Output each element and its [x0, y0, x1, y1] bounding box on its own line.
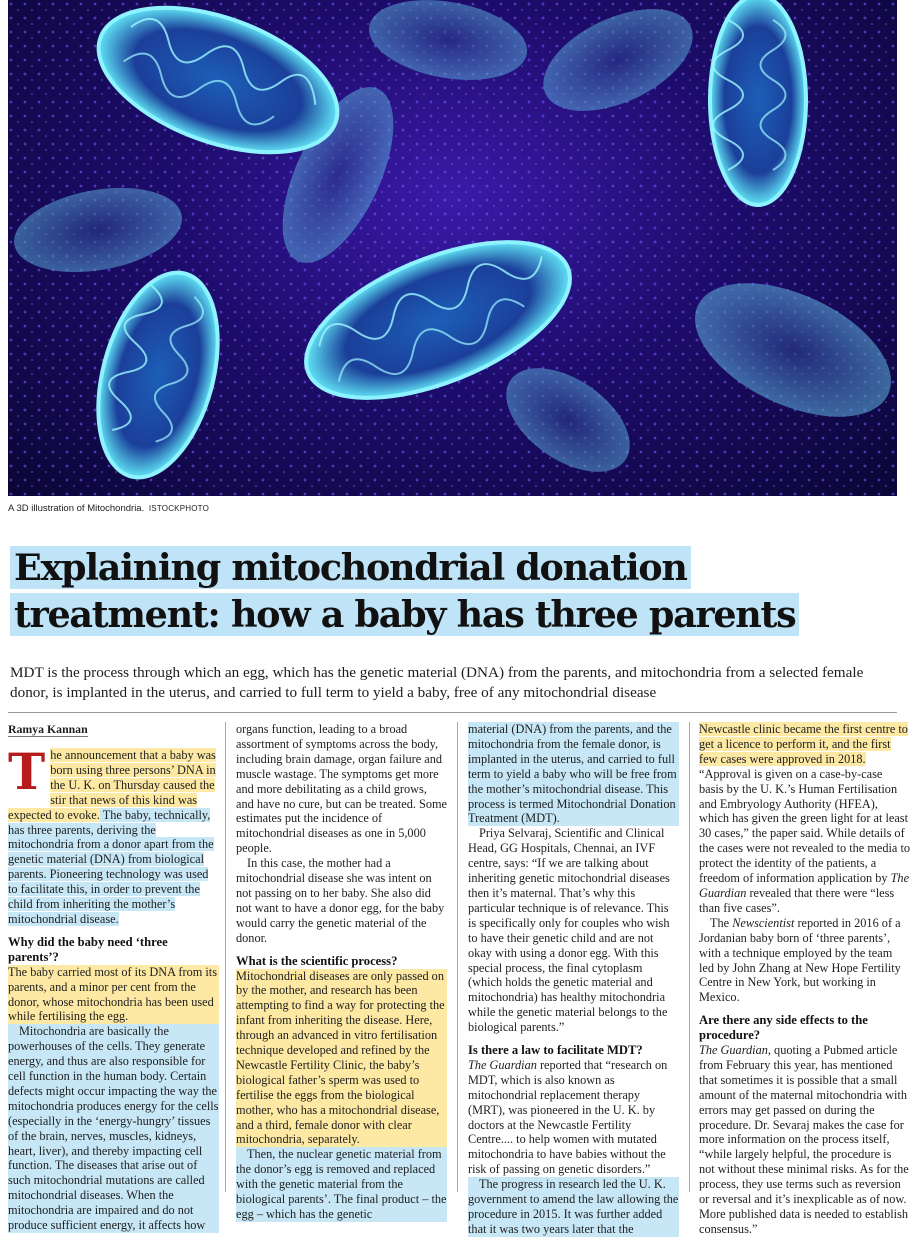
paragraph: Then, the nuclear genetic material from the donor’s egg is removed and replaced with the genetic material from the biological parents’. The final product – the egg – which has the genetic [236, 1147, 447, 1221]
headline-line-2: treatment: how a baby has three parents [10, 593, 799, 636]
section-divider [8, 712, 897, 713]
column-divider [457, 722, 458, 1192]
image-caption: A 3D illustration of Mitochondria. ISTOCKPHOTO [8, 503, 210, 514]
article-column-1 [8, 722, 219, 1233]
article-column-4 [699, 722, 910, 1237]
paragraph: Mitochondrial diseases are only passed on by the mother, and research has been attempting to find a way for protecting the infant from inheriting the disease. Here, through an advanced in vitro fertilisation technique developed and refined by the Newcastle Fertility Clinic, the baby’s biological father’s sperm was used to fertilise the eggs from the biological mother, who has a mitochondrial disease, and a third, female donor with clear mitochondria, separately. [236, 969, 447, 1148]
paragraph: The Guardian reported that “research on MDT, which is also known as mitochondrial replacement therapy (MRT), was pioneered in the U. K. by doctors at the Newcastle Fertility Centre.... to help women with mutated mitochondria to have babies without the risk of passing on genetic disorders.” [468, 1057, 668, 1177]
subheading: What is the scientific process? [236, 953, 398, 968]
paragraph: Priya Selvaraj, Scientific and Clinical Head, GG Hospitals, Chennai, an IVF centre, says: “If we are talking about inheriting genetic mitochondrial diseases then it’s maternal. That’s why this particular technique is of relevance. This is specifically only for couples who wish to have their genetic child and are not okay with using a donor egg. With this special process, the final cytoplasm (which holds the genetic material and mitochondria) has healthy mitochondria while the genetic material belongs to the biological parents.” [468, 826, 670, 1035]
paragraph: Mitochondria are basically the powerhouses of the cells. They generate energy, and thus are also responsible for cell function in the human body. Certain defects might occur impacting the way the mitochondria produces energy for the cells (especially in the ‘energy-hungry’ tissues of the brain, nerves, muscles, kidneys, heart, liver), and thereby impacting cell function. The diseases that arise out of such mitochondrial mutations are called mitochondrial diseases. When the mitochondria are impaired and do not produce sufficient energy, it affects how [8, 1024, 219, 1233]
subheading: Why did the baby need ‘three parents’? [8, 934, 168, 964]
mitochondria-illustration [8, 0, 897, 496]
paragraph: In this case, the mother had a mitochondrial disease she was intent on not passing on to her baby. She also did not want to have a donor egg, for the baby would carry the genetic material of the donor. [236, 856, 445, 945]
paragraph: The Guardian, quoting a Pubmed article from February this year, has mentioned that sometimes it is possible that a small amount of the maternal mitochondria with errors may get passed on during the procedure. Dr. Sevaraj makes the case for more information on the process itself, “while largely helpful, the procedure is not without these minimal risks. As for the process, they use terms such as reversion or reversal and it’s inexplicable as of now. More published data is needed to establish consensus.” [699, 1043, 909, 1236]
standfirst: MDT is the process through which an egg, which has the genetic material (DNA) from the parents, and mitochondria from a selected female donor, is implanted in the uterus, and carried to full term to yield a baby, free of any mitochondrial disease [10, 664, 864, 701]
paragraph: The baby carried most of its DNA from its parents, and a minor per cent from the donor, whose mitochondria has been used while fertilising the egg. [8, 964, 218, 1024]
column-divider [225, 722, 226, 1192]
article-column-3 [468, 722, 679, 1237]
paragraph: The Newscientist reported in 2016 of a Jordanian baby born of ‘three parents’, with a technique employed by the team led by John Zhang at New Hope Fertility Centre in New York, but working in Mexico. [699, 915, 901, 1005]
subheading: Are there any side effects to the procedure? [699, 1013, 868, 1043]
byline: Ramya Kannan [8, 722, 88, 736]
article-column-2 [236, 722, 447, 1222]
drop-cap: T [8, 742, 46, 801]
paragraph: The progress in research led the U. K. government to amend the law allowing the procedure in 2015. It was further added that it was two years later that the [468, 1177, 679, 1236]
paragraph: Newcastle clinic became the first centre to get a licence to perform it, and the first few cases were approved in 2018. “Approval is given on a case-by-case basis by the U. K.’s Human Fertilisation and Embryology Authority (HFEA), which has given the green light for at least 30 cases,” the paper said. While details of the cases were not revealed to the media to protect the identity of the patients, a freedom of information application by The Guardian revealed that there were “less than five cases”. [699, 722, 910, 915]
column-divider [689, 722, 690, 1192]
paragraph: The announcement that a baby was born using three persons’ DNA in the U. K. on Thursday caused the stir that news of this kind was expected to evoke. The baby, technically, has three parents, deriving the mitochondria from a donor apart from the genetic material (DNA) from biological parents. Pioneering technology was used to facilitate this, in order to prevent the child from inheriting the mother’s mitochondrial disease. [8, 742, 216, 926]
image-credit: ISTOCKPHOTO [148, 504, 210, 513]
headline [10, 544, 890, 638]
paragraph: material (DNA) from the parents, and the mitochondria from the female donor, is implanted in the uterus, and carried to full term to yield a baby who will be free from the mother’s mitochondrial disease. This process is termed Mitochondrial Donation Treatment (MDT). [468, 722, 679, 826]
headline-line-1: Explaining mitochondrial donation [10, 546, 691, 589]
mito-shape-2 [710, 0, 806, 205]
subheading: Is there a law to facilitate MDT? [468, 1043, 643, 1058]
paragraph: organs function, leading to a broad assortment of symptoms across the body, including brain damage, organ failure and muscle wastage. The symptoms get more and more debilitating as a child grows, and have no cure, but can be treated. Some estimates put the incidence of mitochondrial diseases as one in 5,000 people. [236, 722, 448, 856]
